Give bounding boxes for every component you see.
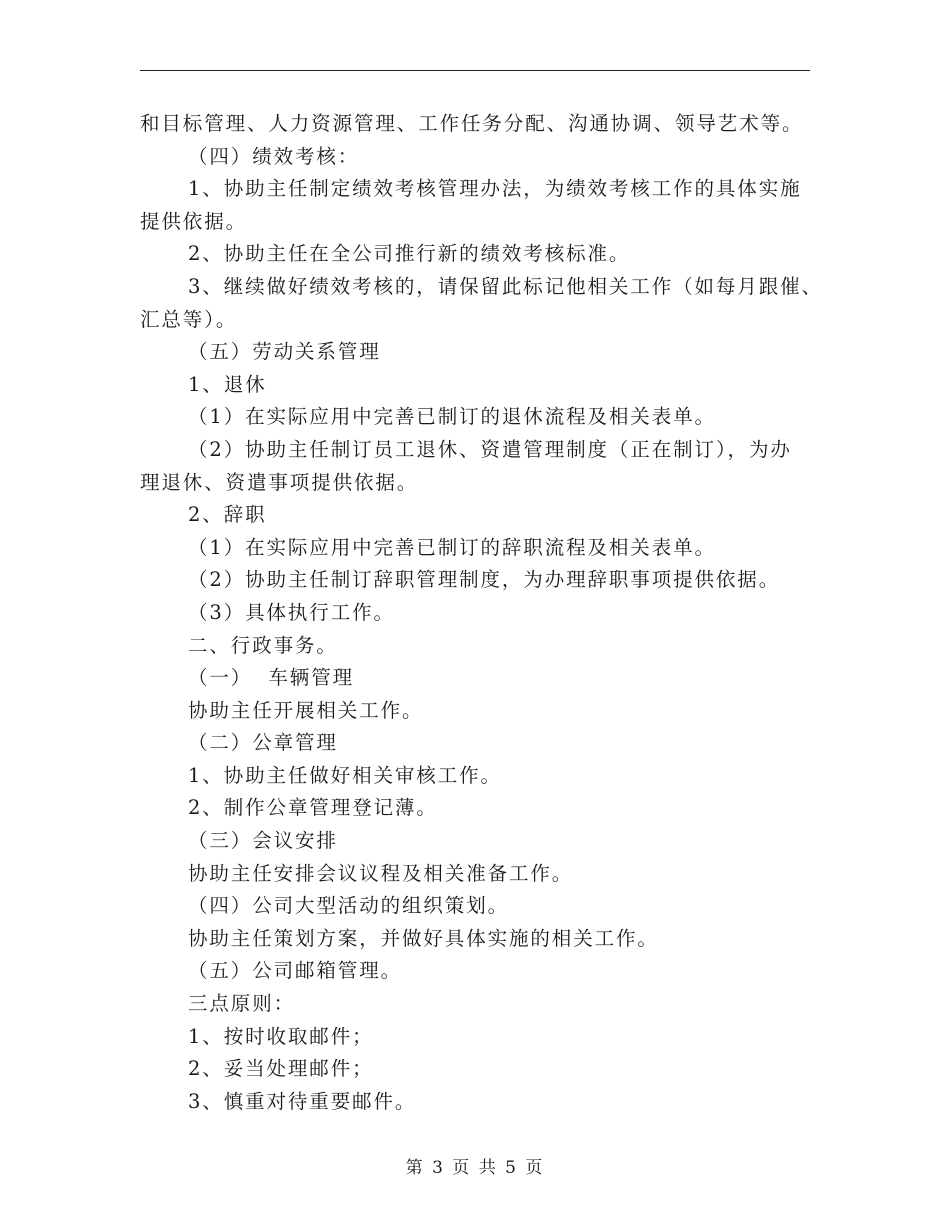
body-line: 三点原则： xyxy=(188,992,296,1016)
section-heading: （五）劳动关系管理 xyxy=(188,340,381,364)
section-heading: （五）公司邮箱管理。 xyxy=(188,959,403,983)
section-heading: 二、行政事务。 xyxy=(188,633,338,657)
body-line: （2）协助主任制订员工退休、资遣管理制度（正在制订），为办 xyxy=(188,437,792,461)
section-heading: （一） 车辆管理 xyxy=(188,666,354,690)
body-line: （1）在实际应用中完善已制订的退休流程及相关表单。 xyxy=(188,405,716,429)
body-line: 协助主任开展相关工作。 xyxy=(188,698,424,722)
header-rule xyxy=(140,70,810,71)
body-line: 1、协助主任制定绩效考核管理办法，为绩效考核工作的具体实施 xyxy=(188,177,802,201)
body-line: 2、辞职 xyxy=(188,503,267,527)
section-heading: （二）公章管理 xyxy=(188,731,338,755)
body-line: 汇总等）。 xyxy=(140,307,238,331)
body-line: 和目标管理、人力资源管理、工作任务分配、沟通协调、领导艺术等。 xyxy=(140,112,804,135)
body-line: 2、制作公章管理登记薄。 xyxy=(188,796,438,820)
body-line: 1、协助主任做好相关审核工作。 xyxy=(188,763,502,787)
document-body xyxy=(140,108,823,1118)
body-line: 3、慎重对待重要邮件。 xyxy=(188,1089,417,1113)
body-line: 提供依据。 xyxy=(140,209,248,233)
body-line: 1、退休 xyxy=(188,372,267,396)
page-footer: 第 3 页 共 5 页 xyxy=(405,1158,545,1178)
body-line: （2）协助主任制订辞职管理制度，为办理辞职事项提供依据。 xyxy=(188,568,781,592)
body-line: 协助主任安排会议议程及相关准备工作。 xyxy=(188,861,574,885)
body-line: 2、协助主任在全公司推行新的绩效考核标准。 xyxy=(188,242,631,266)
body-line: 3、继续做好绩效考核的，请保留此标记他相关工作（如每月跟催、 xyxy=(188,274,823,298)
body-line: 理退休、资遣事项提供依据。 xyxy=(140,470,419,494)
section-heading: （四）绩效考核： xyxy=(188,144,360,168)
body-line: 2、妥当处理邮件； xyxy=(188,1057,374,1081)
body-line: （1）在实际应用中完善已制订的辞职流程及相关表单。 xyxy=(188,535,716,559)
section-heading: （四）公司大型活动的组织策划。 xyxy=(188,894,510,918)
body-line: 1、按时收取邮件； xyxy=(188,1024,374,1048)
body-line: （3）具体执行工作。 xyxy=(188,600,395,624)
body-line: 协助主任策划方案，并做好具体实施的相关工作。 xyxy=(188,926,659,950)
section-heading: （三）会议安排 xyxy=(188,829,338,853)
